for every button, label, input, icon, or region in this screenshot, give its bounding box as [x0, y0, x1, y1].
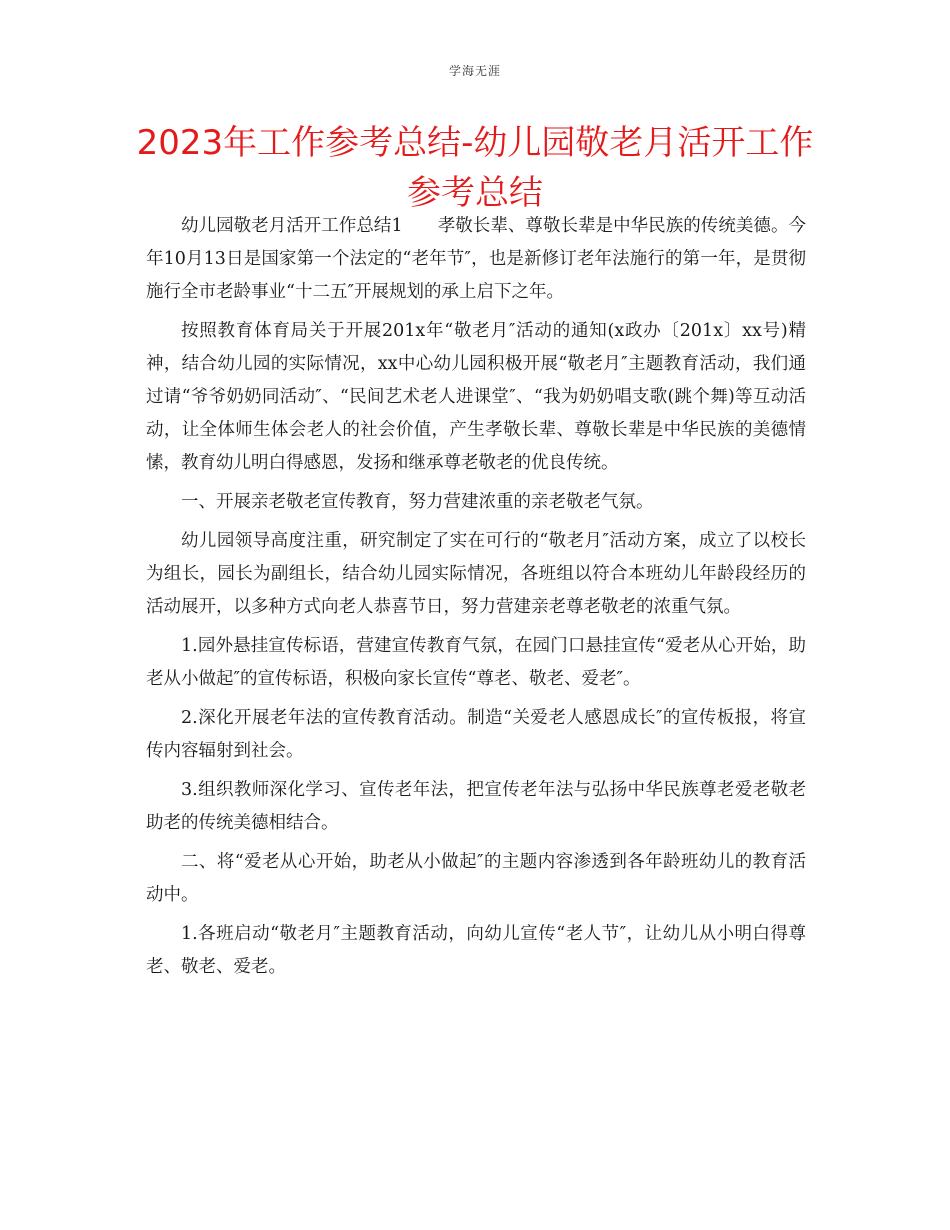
list-item-1-3: 3.组织教师深化学习、宣传老年法，把宣传老年法与弘扬中华民族尊老爱老敬老助老的传统美德相结合。: [146, 780, 806, 833]
paragraph-intro: 幼儿园敬老月活开工作总结1 孝敬长辈、尊敬长辈是中华民族的传统美德。今年10月13日是国家第一个法定的“老年节″，也是新修订老年法施行的第一年，是贯彻施行全市老龄事业“十二五″开展规划的承上启下之年。: [146, 216, 806, 302]
running-header: 学海无涯: [448, 64, 501, 78]
list-item-2-1: 1.各班启动“敬老月″主题教育活动，向幼儿宣传“老人节″，让幼儿从小明白得尊老、敬老、爱老。: [146, 924, 806, 977]
paragraph-background: 按照教育体育局关于开展201x年“敬老月″活动的通知(x政办〔201x〕xx号)精神，结合幼儿园的实际情况，xx中心幼儿园积极开展“敬老月″主题教育活动，我们通过请“爷爷奶奶同活动″、“民间艺术老人进课堂″、“我为奶奶唱支歌(跳个舞)等互动活动，让全体师生体会老人的社会价值，产生孝敬长辈、尊敬长辈是中华民族的美德情愫，教育幼儿明白得感恩，发扬和继承尊老敬老的优良传统。: [146, 321, 806, 473]
document-title: 2023年工作参考总结-幼儿园敬老月活开工作参考总结: [136, 123, 814, 213]
section-heading-1: 一、开展亲老敬老宣传教育，努力营建浓重的亲老敬老气氛。: [181, 492, 654, 512]
list-item-1-2: 2.深化开展老年法的宣传教育活动。制造“关爱老人感恩成长″的宣传板报，将宣传内容辐射到社会。: [146, 708, 806, 761]
section-heading-2: 二、将“爱老从心开始，助老从小做起″的主题内容渗透到各年龄班幼儿的教育活动中。: [146, 852, 806, 905]
list-item-1-1: 1.园外悬挂宣传标语，营建宣传教育气氛，在园门口悬挂宣传“爱老从心开始，助老从小做起″的宣传标语，积极向家长宣传“尊老、敬老、爱老″。: [146, 636, 806, 689]
paragraph-section-1: 幼儿园领导高度注重，研究制定了实在可行的“敬老月″活动方案，成立了以校长为组长，园长为副组长，结合幼儿园实际情况，各班组以符合本班幼儿年龄段经历的活动展开，以多种方式向老人恭喜节日，努力营建亲老尊老敬老的浓重气氛。: [146, 531, 806, 617]
document-body: [146, 210, 806, 984]
